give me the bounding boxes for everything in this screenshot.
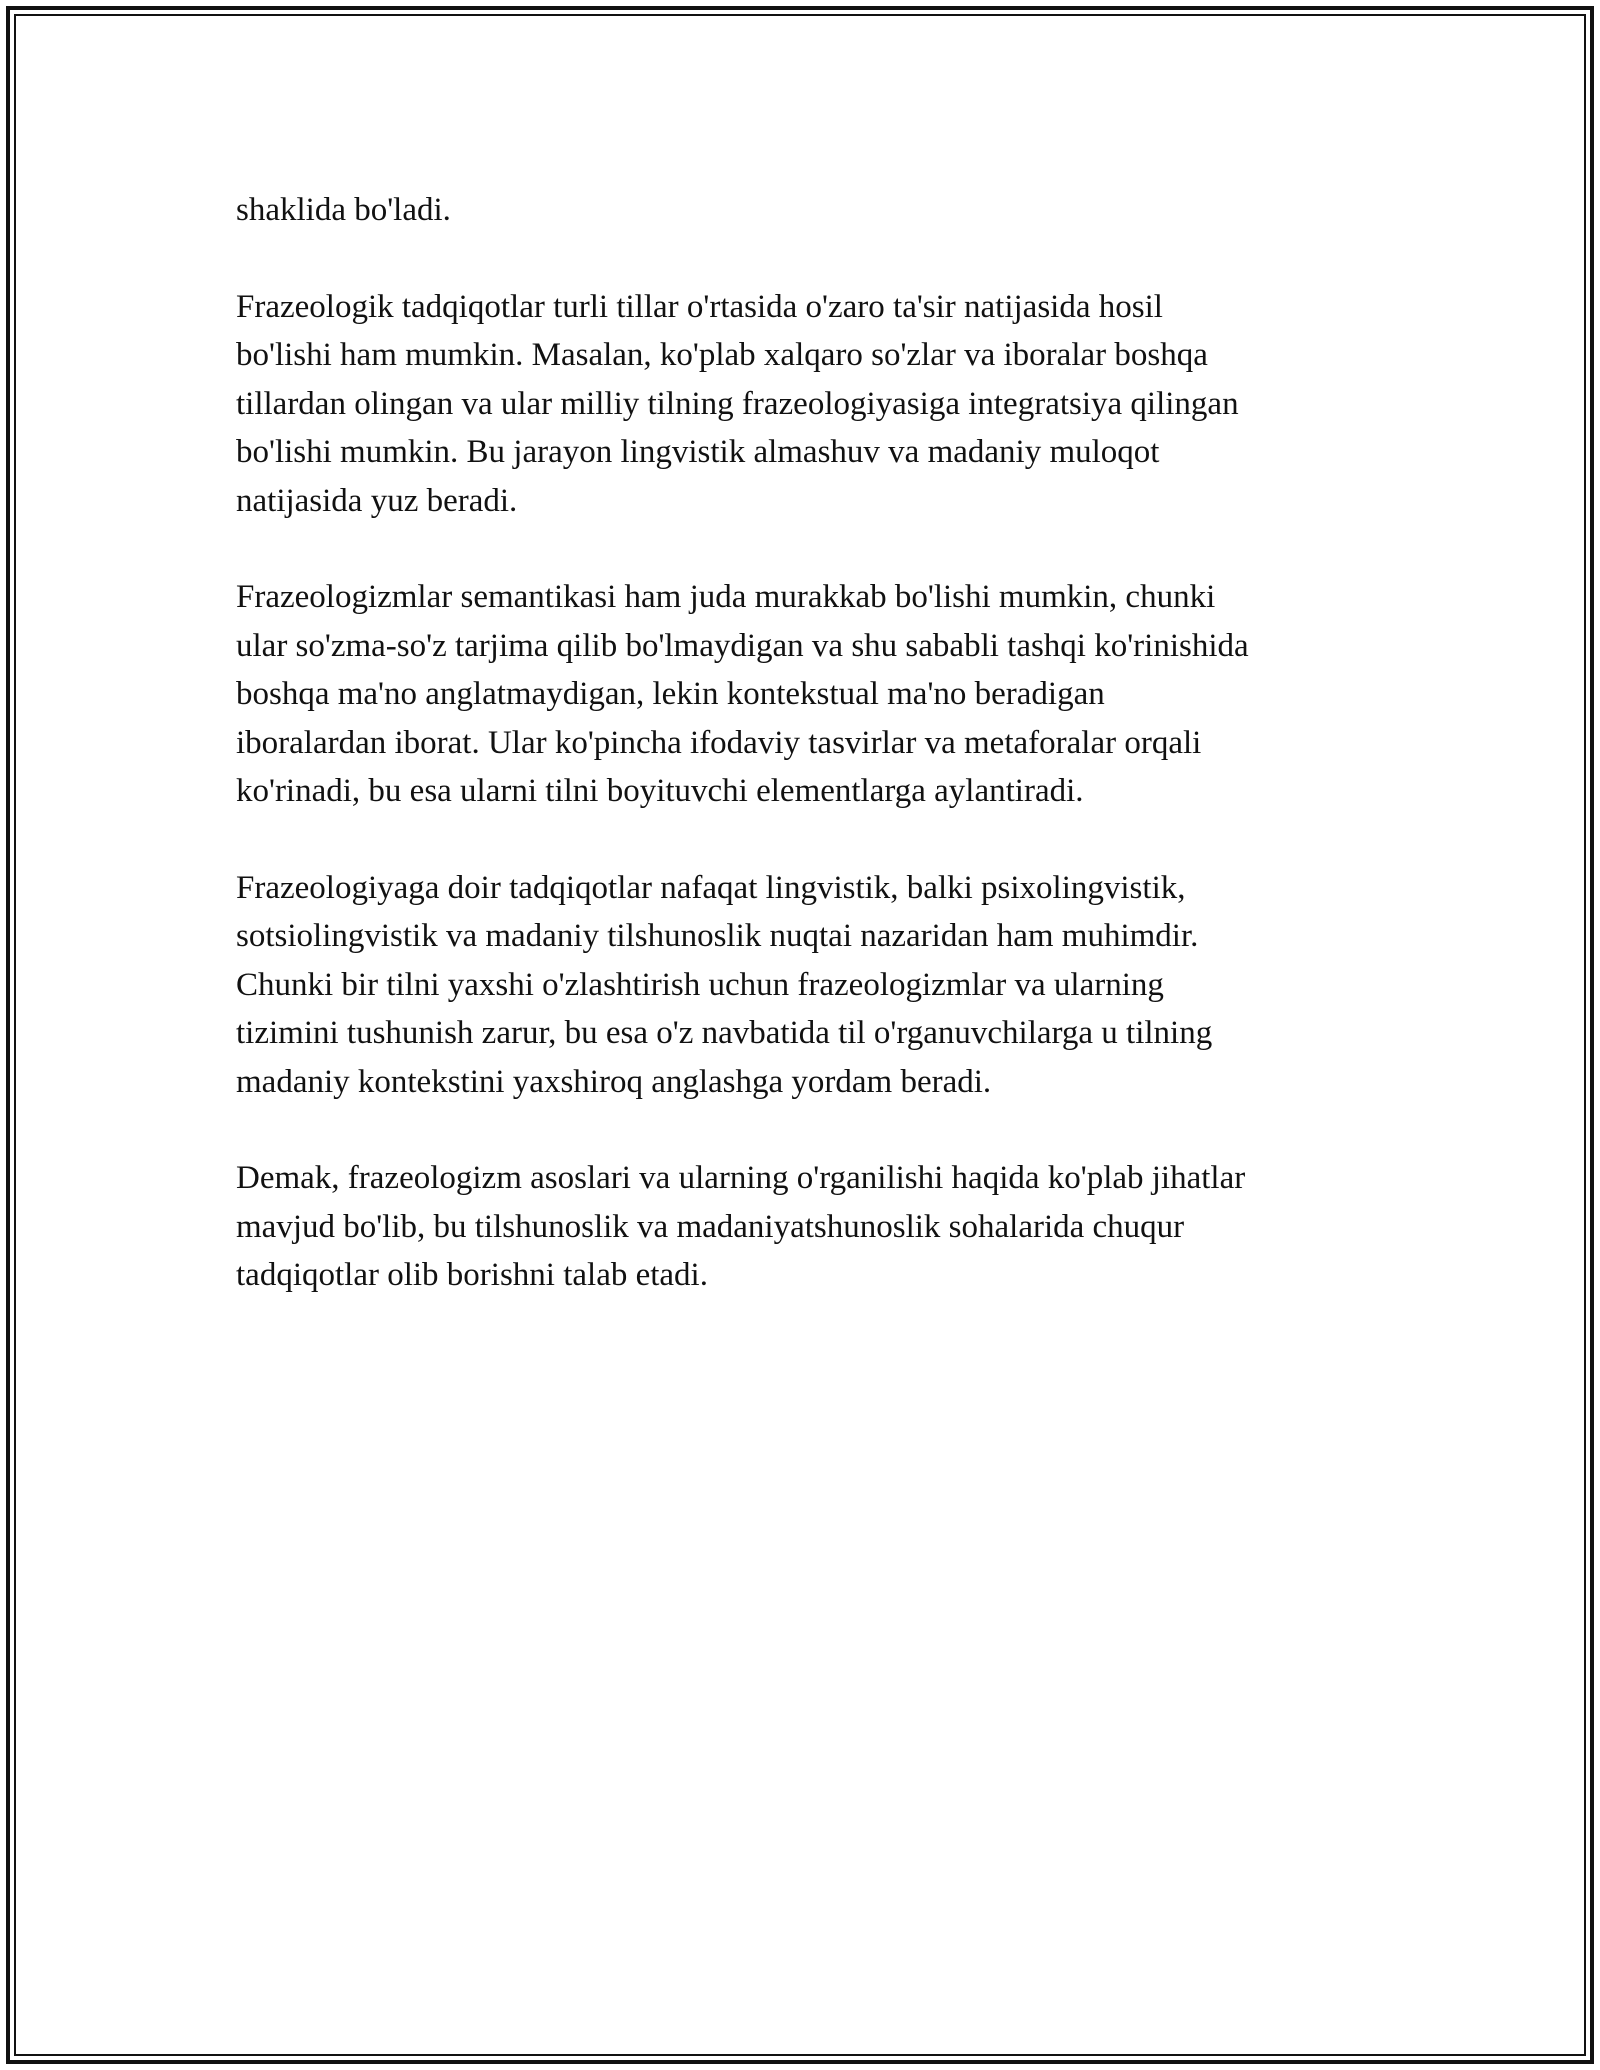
paragraph-semantics: Frazeologizmlar semantikasi ham juda murakkab bo'lishi mumkin, chunki ular so'zma-so'z tarjima qilib bo'lmaydigan va shu sababli tashqi ko'rinishida boshqa ma'no anglatmaydigan, lekin kontekstual ma'no beradigan iboralardan iborat. Ular ko'pincha ifodaviy tasvirlar va metaforalar orqali ko'rinadi, bu esa ularni tilni boyituvchi elementlarga aylantiradi.	[236, 579, 1249, 809]
paragraph-international-influence: Frazeologik tadqiqotlar turli tillar o'rtasida o'zaro ta'sir natijasida hosil bo'lishi ham mumkin. Masalan, ko'plab xalqaro so'zlar va iboralar boshqa tillardan olingan va ular milliy tilning frazeologiyasiga integratsiya qilingan bo'lishi mumkin. Bu jarayon lingvistik almashuv va madaniy muloqot natijasida yuz beradi.	[236, 288, 1239, 519]
paragraph-continuation: shaklida bo'ladi.	[236, 192, 451, 228]
paragraph-research-importance: Frazeologiyaga doir tadqiqotlar nafaqat lingvistik, balki psixolingvistik, sotsiolingvistik va madaniy tilshunoslik nuqtai nazaridan ham muhimdir. Chunki bir tilni yaxshi o'zlashtirish uchun frazeologizmlar va ularning tizimini tushunish zarur, bu esa o'z navbatida til o'rganuvchilarga u tilning madaniy kontekstini yaxshiroq anglashga yordam beradi.	[236, 869, 1213, 1100]
paragraph-conclusion: Demak, frazeologizm asoslari va ularning o'rganilishi haqida ko'plab jihatlar mavjud bo'lib, bu tilshunoslik va madaniyatshunoslik sohalarida chuqur tadqiqotlar olib borishni talab etadi.	[236, 1160, 1246, 1293]
document-body	[236, 186, 1376, 1348]
